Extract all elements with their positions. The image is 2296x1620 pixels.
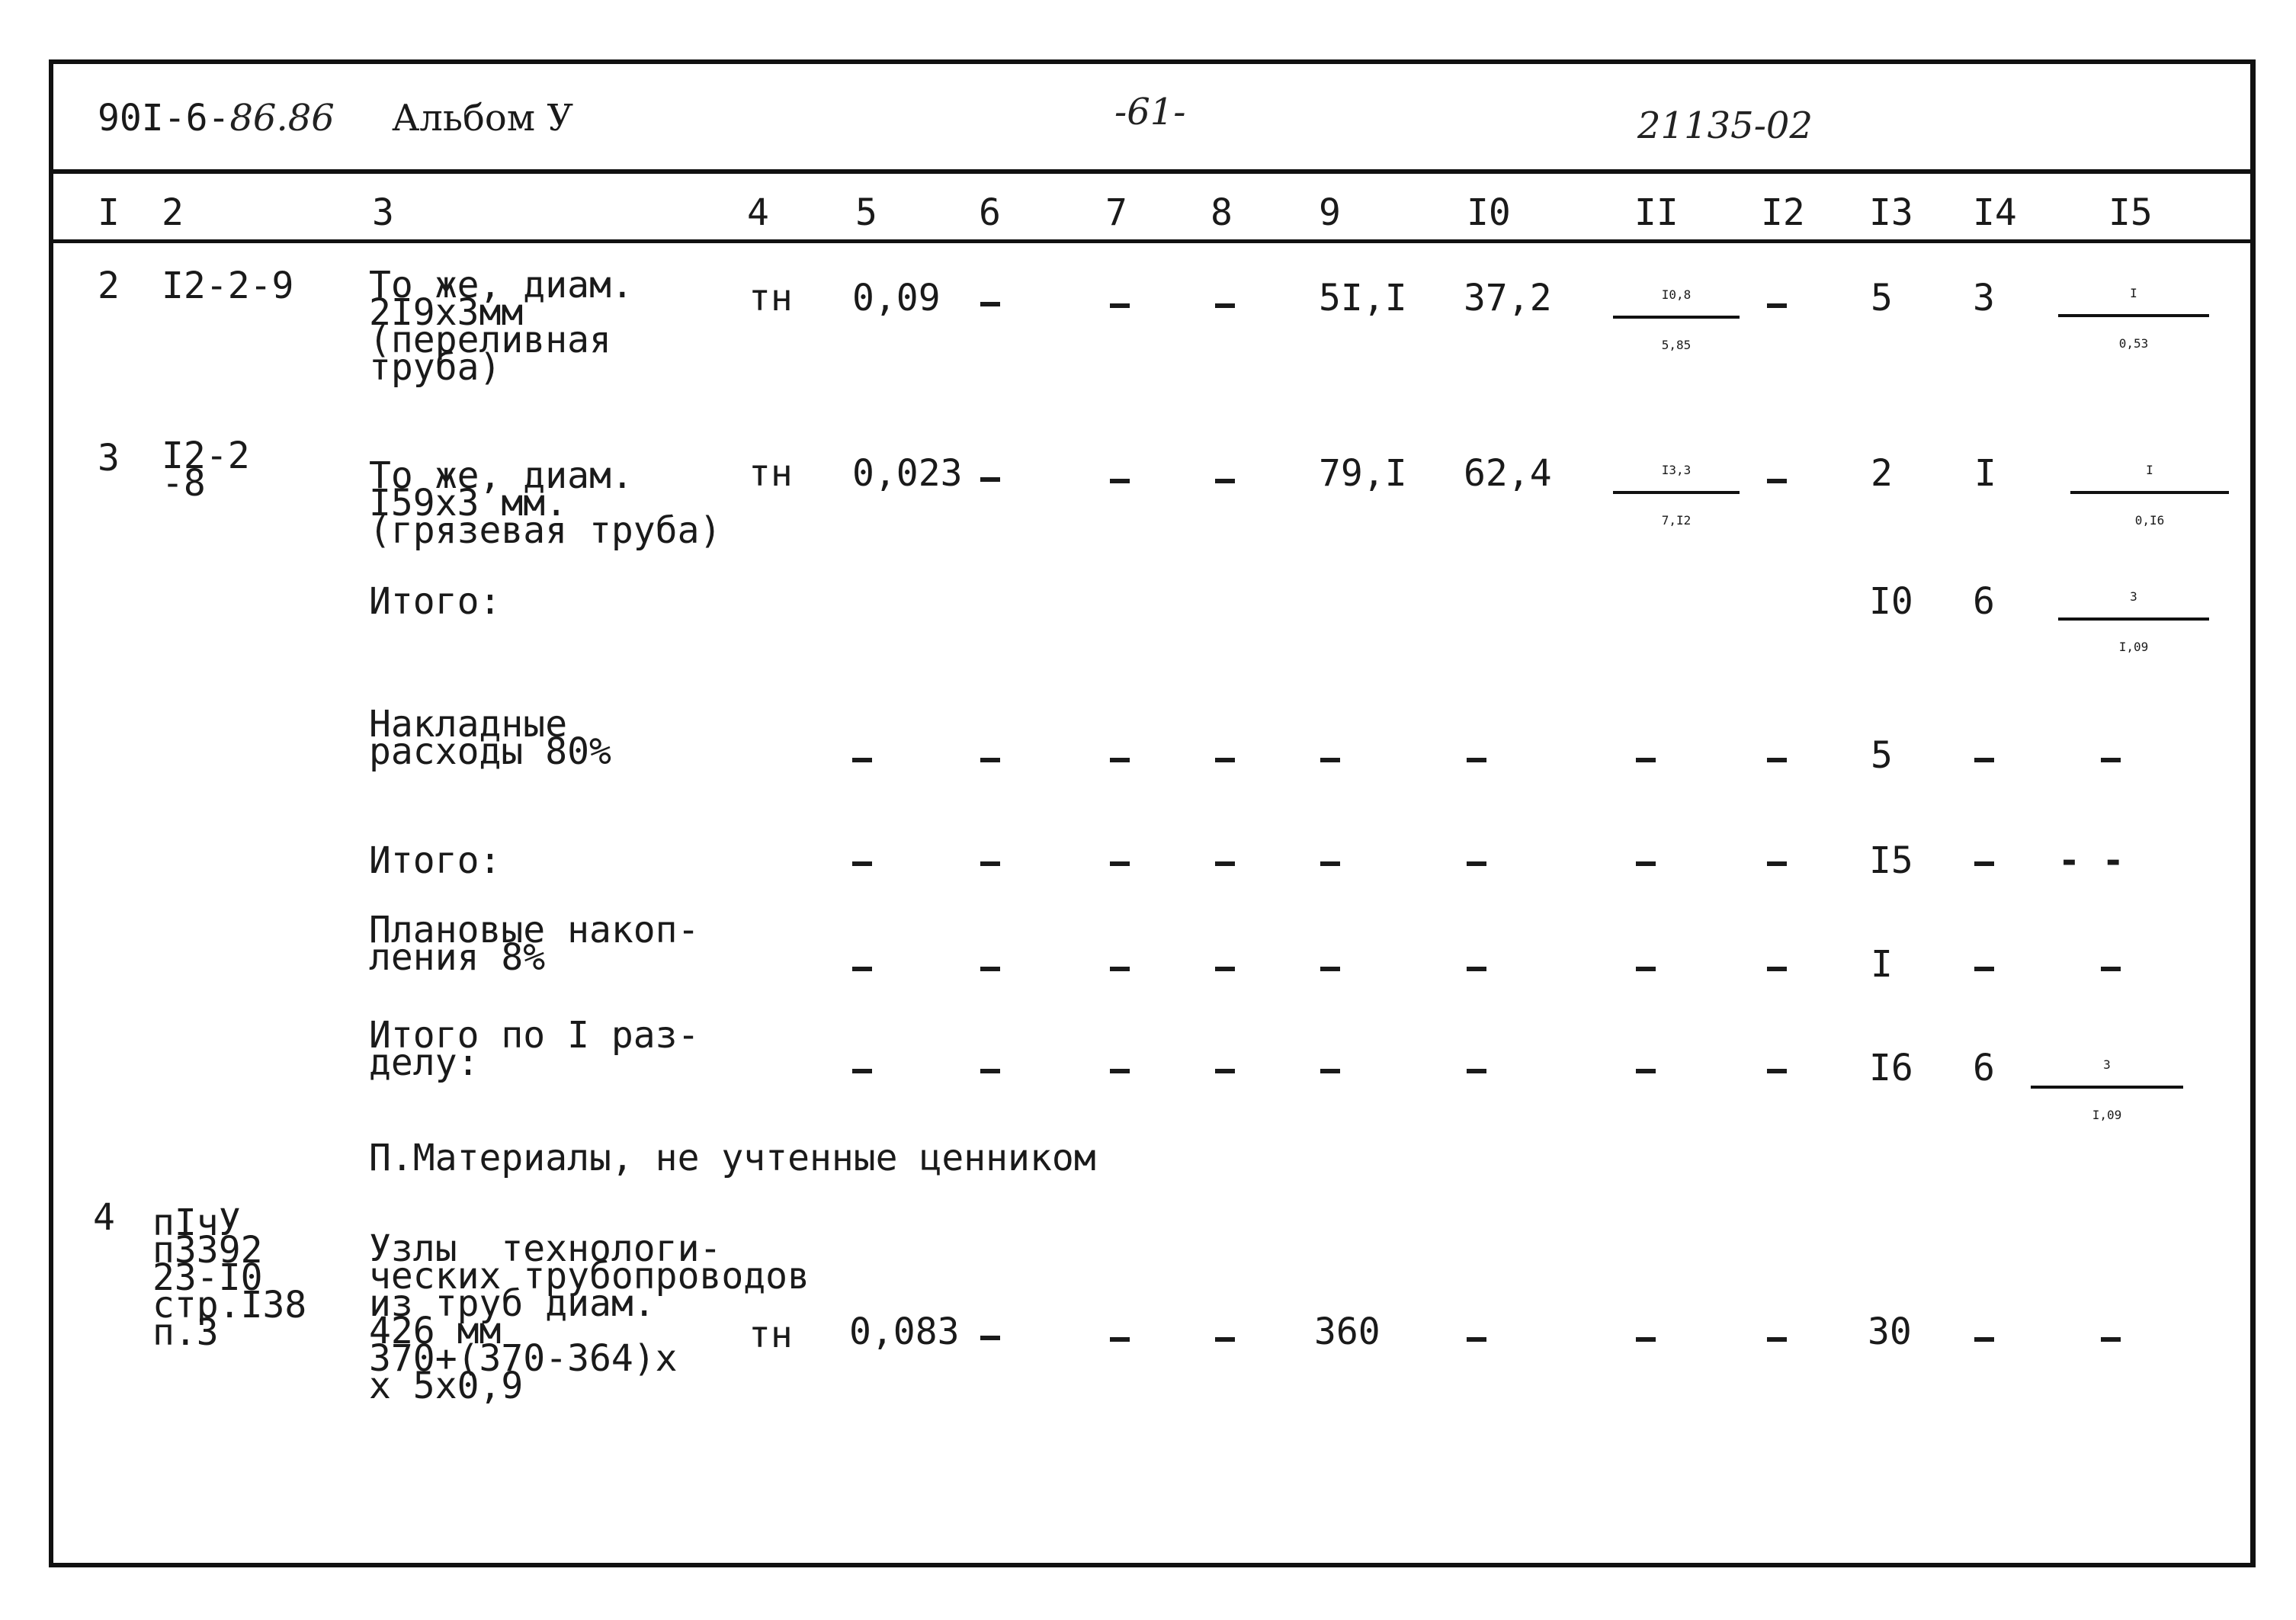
dash bbox=[1636, 758, 1656, 762]
column-header: I2 bbox=[1761, 191, 1805, 234]
fraction-col15 bbox=[2031, 1044, 2183, 1139]
column-header: 3 bbox=[372, 191, 394, 234]
dash bbox=[1767, 479, 1787, 483]
dash bbox=[1215, 967, 1235, 971]
sheet-code: 21135-02 bbox=[1637, 104, 1813, 147]
dash bbox=[852, 758, 872, 762]
dash bbox=[1467, 861, 1486, 866]
dash bbox=[1320, 758, 1340, 762]
column-header: 9 bbox=[1319, 191, 1341, 234]
dash bbox=[1110, 758, 1130, 762]
fraction-numerator: 3 bbox=[2058, 576, 2209, 621]
cell-col14: 6 bbox=[1973, 580, 1995, 623]
row-number: 4 bbox=[93, 1196, 115, 1239]
row-label: Накладные расходы 80% bbox=[369, 703, 611, 773]
row-label: Плановые накоп- ления 8% bbox=[369, 909, 700, 979]
fraction-col15 bbox=[2058, 273, 2209, 367]
cell-col13: I5 bbox=[1869, 839, 1913, 882]
dash bbox=[1110, 479, 1130, 483]
fraction-numerator: I bbox=[2058, 273, 2209, 317]
dash bbox=[1767, 967, 1787, 971]
fraction-denominator: I,09 bbox=[2092, 1108, 2122, 1122]
column-header: I bbox=[98, 191, 120, 234]
cell-col10: 62,4 bbox=[1464, 452, 1552, 495]
dash bbox=[1320, 967, 1340, 971]
fraction-denominator: I,09 bbox=[2118, 640, 2149, 654]
dash bbox=[1767, 1069, 1787, 1073]
dash bbox=[1636, 1069, 1656, 1073]
columns-rule bbox=[49, 239, 2256, 243]
fraction-numerator: I0,8 bbox=[1613, 274, 1740, 319]
dash bbox=[980, 477, 1000, 482]
fraction-numerator: I3,3 bbox=[1613, 450, 1740, 494]
dash bbox=[980, 302, 1000, 306]
dash bbox=[980, 1336, 1000, 1340]
quantity: 0,023 bbox=[852, 452, 963, 495]
column-header: 8 bbox=[1211, 191, 1233, 234]
dash bbox=[1767, 303, 1787, 308]
fraction-denominator: 0,I6 bbox=[2134, 513, 2165, 528]
cell-col13: I0 bbox=[1869, 580, 1913, 623]
cell-col13: I bbox=[1871, 943, 1893, 986]
dash bbox=[980, 758, 1000, 762]
quantity: 0,083 bbox=[849, 1310, 960, 1353]
dash bbox=[1110, 967, 1130, 971]
dash bbox=[2101, 1337, 2121, 1342]
dash bbox=[1467, 967, 1486, 971]
dash bbox=[1467, 758, 1486, 762]
album-title: Альбом У bbox=[392, 97, 574, 140]
column-header: 7 bbox=[1105, 191, 1127, 234]
price-code: пIчУ п3392 23-I0 стр.I38 п.3 bbox=[152, 1201, 307, 1354]
dash bbox=[2101, 967, 2121, 971]
column-header: 6 bbox=[979, 191, 1001, 234]
column-header: 2 bbox=[162, 191, 184, 234]
dash bbox=[1215, 479, 1235, 483]
dash bbox=[1636, 967, 1656, 971]
dash bbox=[1215, 1069, 1235, 1073]
dash bbox=[980, 967, 1000, 971]
dash bbox=[1767, 1337, 1787, 1342]
column-header: I3 bbox=[1869, 191, 1913, 234]
column-header: 5 bbox=[855, 191, 877, 234]
column-header: I5 bbox=[2108, 191, 2153, 234]
dash bbox=[1110, 1069, 1130, 1073]
fraction-numerator: I bbox=[2070, 450, 2229, 494]
dash bbox=[852, 1069, 872, 1073]
column-header: 4 bbox=[747, 191, 769, 234]
dash bbox=[1467, 1069, 1486, 1073]
cell-col13: 2 bbox=[1871, 452, 1893, 495]
dash bbox=[1636, 1337, 1656, 1342]
cell-col13: I6 bbox=[1869, 1047, 1913, 1089]
dash bbox=[1974, 967, 1994, 971]
cell-col14: I bbox=[1974, 452, 1996, 495]
fraction-denominator: 7,I2 bbox=[1661, 513, 1692, 528]
dash bbox=[1636, 861, 1656, 866]
cell-col13: 30 bbox=[1868, 1310, 1912, 1353]
dash bbox=[1110, 1337, 1130, 1342]
row-label: Итого: bbox=[369, 580, 502, 623]
doc-code: 90I-6-86.86 bbox=[98, 97, 335, 140]
cell-col14: 3 bbox=[1973, 277, 1995, 319]
dash bbox=[1215, 758, 1235, 762]
fraction-denominator: 0,53 bbox=[2118, 336, 2149, 351]
dash bbox=[1110, 861, 1130, 866]
row-label: Итого по I раз- делу: bbox=[369, 1014, 700, 1084]
dash bbox=[1215, 1337, 1235, 1342]
column-header: I4 bbox=[1973, 191, 2017, 234]
doc-code-handwritten: 86.86 bbox=[229, 97, 335, 140]
cell-col9: 79,I bbox=[1319, 452, 1407, 495]
dash bbox=[1320, 1069, 1340, 1073]
cell-col14: 6 bbox=[1973, 1047, 1995, 1089]
cell-col13: 5 bbox=[1871, 734, 1893, 777]
fraction-col11 bbox=[1613, 450, 1740, 544]
item-name: То же, диам. I59x3 мм. (грязевая труба) bbox=[369, 454, 722, 552]
page-number: -61- bbox=[1114, 91, 1186, 133]
fraction-col11 bbox=[1613, 274, 1740, 369]
price-code: I2-2-9 bbox=[162, 265, 294, 307]
dash bbox=[852, 967, 872, 971]
dash bbox=[1767, 861, 1787, 866]
row-number: 2 bbox=[98, 265, 120, 307]
dash bbox=[1215, 861, 1235, 866]
row-number: 3 bbox=[98, 437, 120, 480]
section-title: П.Материалы, не учтенные ценником bbox=[369, 1137, 1096, 1179]
dash bbox=[1974, 1337, 1994, 1342]
dash bbox=[1974, 861, 1994, 866]
cell-col9: 5I,I bbox=[1319, 277, 1407, 319]
dash bbox=[2101, 758, 2121, 762]
unit: тн bbox=[749, 1314, 793, 1356]
dash bbox=[1110, 303, 1130, 308]
dash bbox=[852, 861, 872, 866]
dash bbox=[1974, 758, 1994, 762]
quantity: 0,09 bbox=[852, 277, 941, 319]
fraction-col15 bbox=[2070, 450, 2229, 544]
row-label: Итого: bbox=[369, 839, 502, 882]
item-name: То же, диам. 2I9x3мм (переливная труба) bbox=[369, 264, 633, 389]
dash bbox=[1467, 1337, 1486, 1342]
price-code: I2-2 -8 bbox=[162, 435, 250, 505]
item-name: Узлы технологи- ческих трубопроводов из труб диам. 426 мм 370+(370-364)x x 5x0,9 bbox=[369, 1227, 810, 1407]
unit: тн bbox=[749, 277, 793, 319]
cell-col10: 37,2 bbox=[1464, 277, 1552, 319]
column-header: I0 bbox=[1467, 191, 1511, 234]
column-header: II bbox=[1634, 191, 1679, 234]
fraction-col15 bbox=[2058, 576, 2209, 671]
dash bbox=[980, 861, 1000, 866]
unit: тн bbox=[749, 452, 793, 495]
dash bbox=[1320, 861, 1340, 866]
cell-col13: 5 bbox=[1871, 277, 1893, 319]
fraction-numerator: 3 bbox=[2031, 1044, 2183, 1089]
fraction-denominator: 5,85 bbox=[1661, 338, 1692, 352]
dash bbox=[980, 1069, 1000, 1073]
header-rule bbox=[49, 169, 2256, 174]
cell-col15: - - bbox=[2058, 839, 2124, 882]
dash bbox=[1215, 303, 1235, 308]
cell-col9: 360 bbox=[1314, 1310, 1380, 1353]
dash bbox=[1767, 758, 1787, 762]
